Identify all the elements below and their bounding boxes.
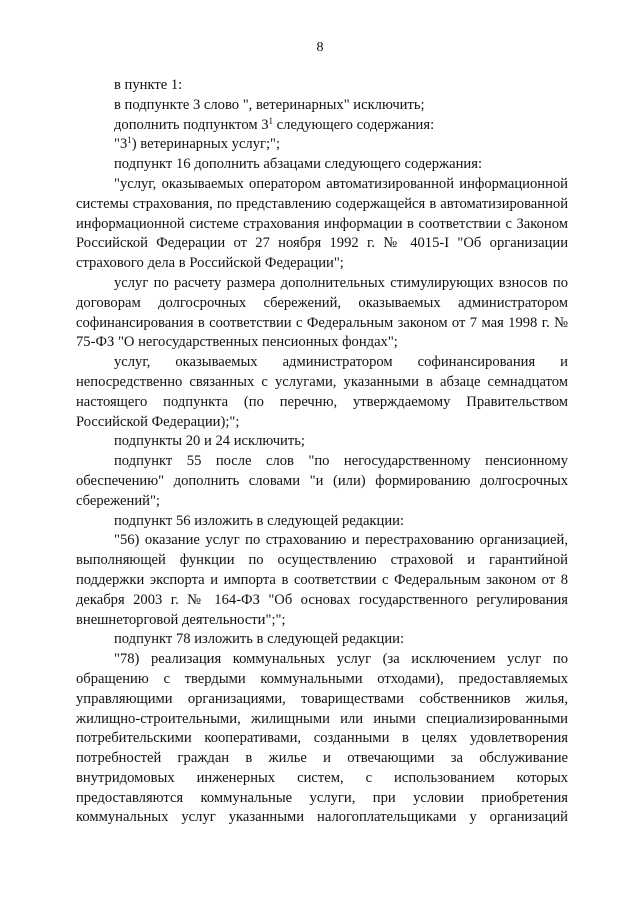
paragraph-text: "3 [114,136,128,153]
paragraph: подпункт 78 изложить в следующей редакции: [114,631,405,648]
paragraph: в подпункте 3 слово ", ветеринарных" исключить; [114,96,425,113]
paragraph-text: дополнить подпунктом 3 [114,116,269,133]
page-number: 8 [316,40,324,55]
paragraph [76,135,568,155]
superscript: 1 [127,135,132,146]
paragraph: "78) реализация коммунальных услуг (за исключением услуг по обращению с твердыми коммунальными отходами), предоставляемых управляющими организациями, товариществами собственников жилья, жилищно-строительными, жилищными или иными специализированными потребительскими кооперативами, созданными в целях удовлетворения потребностей граждан в жилье и отвечающими за обслуживание внутридомовых инженерных систем, с использованием которых предоставляются коммунальные услуги, при условии приобретения коммунальных услуг указанными налогоплательщиками у организаций [76,651,568,826]
paragraph [76,116,568,136]
superscript: 1 [268,115,274,126]
paragraph: услуг, оказываемых администратором софинансирования и непосредственно связанных с услугами, указанными в абзаце семнадцатом настоящего подпункта (по перечню, утверждаемому Правительством Российской Федерации);"; [76,354,568,430]
paragraph: подпункты 20 и 24 исключить; [114,433,305,450]
paragraph: подпункт 55 после слов "по негосударственному пенсионному обеспечению" дополнить словами "и (или) формированию долгосрочных сбережений"; [76,453,568,509]
paragraph: "услуг, оказываемых оператором автоматизированной информационной системы страхования, по представлению содержащейся в автоматизированной информационной системе страхования информации в соответствии с Законом Российской Федерации от 27 ноября 1992 г. № 4015-I "Об организации страхового дела в Российской Федерации"; [76,175,568,272]
paragraph: "56) оказание услуг по страхованию и перестрахованию организацией, выполняющей функции по осуществлению страховой и гарантийной поддержки экспорта и импорта в соответствии с Федеральным законом от 8 декабря 2003 г. № 164-ФЗ "Об основах государственного регулирования внешнеторговой деятельности";"; [76,532,568,628]
paragraph: подпункт 56 изложить в следующей редакции: [114,512,405,529]
paragraph: подпункт 16 дополнить абзацами следующего содержания: [114,156,482,173]
paragraph-text: следующего содержания: [273,116,435,133]
paragraph: услуг по расчету размера дополнительных стимулирующих взносов по договорам долгосрочных сбережений, оказываемых администратором софинансирования в соответствии с Федеральным законом от 7 мая 1998 г. № 75-ФЗ "О негосударственных пенсионных фондах"; [76,274,568,351]
document-body [76,76,568,828]
paragraph: в пункте 1: [114,77,183,93]
paragraph-text: ) ветеринарных услуг;"; [131,136,281,153]
